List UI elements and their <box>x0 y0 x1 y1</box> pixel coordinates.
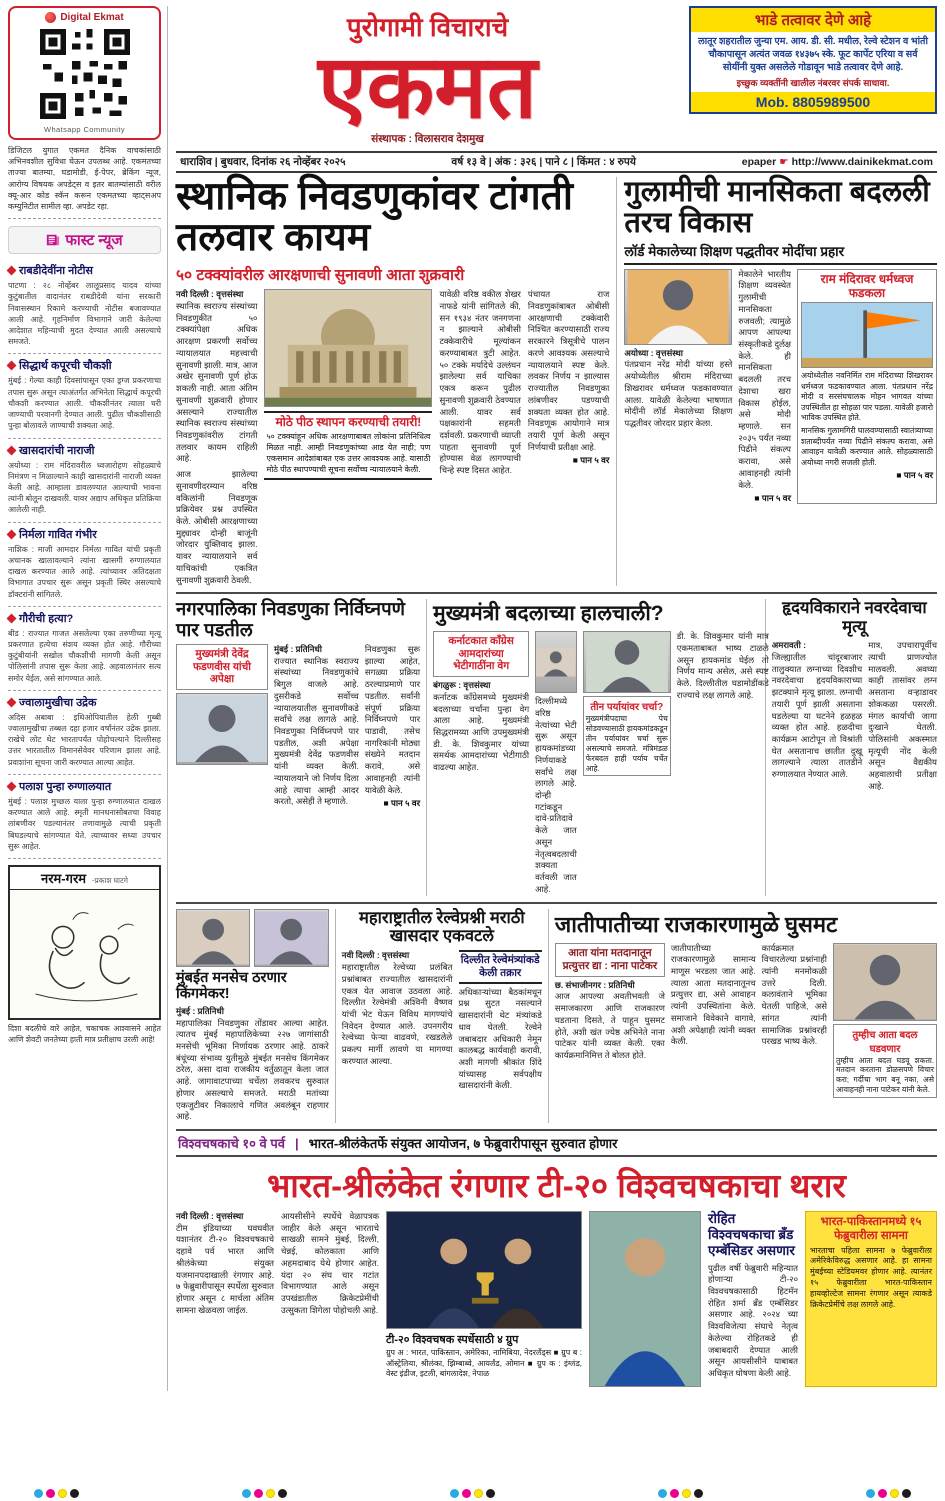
railway-mps-article <box>336 909 549 1124</box>
karnataka-col2: दिल्लीमध्ये वरिष्ठ नेत्यांच्या भेटी सुरू असून हायकमांडच्या निर्णयाकडे सर्वांचे लक्ष लागले आहे. दोन्ही गटांकडून दावे-प्रतिदावे केले जात असून नेतृत्वबदलाची शक्यता वर्तवली जात आहे. <box>535 696 577 894</box>
nana-col1: आज आपल्या अवतीभवती जे समाजकारण आणि राजकारण घडताना दिसते, ते पाहून घुसमट होते, अशी खंत ज्येष्ठ अभिनेते नाना पाटेकर यांनी व्यक्त केली. एका कार्यक्रमानिमित्त ते बोलत होते. <box>554 991 665 1061</box>
railway-headline: महाराष्ट्रातील रेल्वेप्रश्नी मराठी खासदार एकवटले <box>359 908 525 946</box>
railway-dateline: नवी दिल्ली : वृत्तसंस्था <box>341 950 410 961</box>
ad-title: भाडे तत्वावर देणे आहे <box>691 8 935 32</box>
fast-news-item-title: सिद्धार्थ कपूरची चौकशी <box>19 360 112 373</box>
classified-ad-box <box>689 6 937 114</box>
shivakumar-photo <box>583 631 671 693</box>
mns-dateline: मुंबई : प्रतिनिधी <box>176 1005 224 1016</box>
nana-patekar-photo <box>833 943 937 1021</box>
lead-col3: यावेळी वरिष्ठ वकील शेखर नाफडे यांनी सांगितले की, सन १९३४ नंतर जनगणना न झाल्याने ओबीसी टक्केवारीचे मूल्यांकन करण्याबाबत त्रुटी आहेत. ५० टक्के मर्यादेचे उल्लंघन झालेल्या सर्व याचिका एकत्र करून पुढील सुनावणी शुक्रवारी ठेवण्यात आली. यावर सर्व पक्षकारांनी सहमती दर्शवली. प्रकरणाची व्याप्ती पाहता सुनावणी पूर्ण होण्यास वेळ लागण्याची चिन्हे स्पष्ट दिसत आहेत. <box>439 289 521 476</box>
fadnavis-photo <box>176 693 268 765</box>
banner-separator: | <box>295 1135 299 1151</box>
uddhav-thackeray-photo <box>176 909 250 967</box>
modi-photo <box>624 269 732 345</box>
india-pak-title: भारत-पाकिस्तानमध्ये १५ फेब्रुवारीला सामना <box>820 1216 922 1242</box>
nana-quote-box <box>833 1024 937 1098</box>
raj-thackeray-photo <box>254 909 328 967</box>
jump-to-page: ■ पान ५ वर <box>383 798 421 809</box>
qr-box-header <box>15 12 154 23</box>
fast-news-item-title: गौरीची हत्या? <box>19 612 74 625</box>
ad-body: लातूर शहरातील जुन्या एम. आय. डी. सी. मधील, रेल्वे स्टेशन व भांती चौकापासून अत्यंत जवळ १४३७५ स्के. फूट कार्पेट एरिया व सर्व सोयींनी युक्त असलेले गोडावून भाडे तत्वावर देणे आहे. <box>698 36 928 73</box>
lead-col4: पंचायत राज निवडणुकांबाबत ओबीसी आरक्षणाची टक्केवारी निश्चित करण्यासाठी राज्य सरकारने त्रिसूत्रीचे पालन करणे आवश्यक असल्याचे न्यायालयाने स्पष्ट केले. लवकर निर्णय न झाल्यास राज्यातील निवडणुका लांबणीवर पडण्याची शक्यता व्यक्त होत आहे. निवडणूक आयोगाने मात्र तयारी पूर्ण केली असून निर्णयाची प्रतीक्षा आहे. <box>527 289 610 452</box>
qr-code-image <box>37 26 133 122</box>
pin-icon <box>7 697 17 707</box>
big-bench-box <box>264 411 432 480</box>
masthead-row <box>176 6 937 146</box>
main-area <box>168 6 937 1391</box>
pin-icon <box>7 781 17 791</box>
sports-dateline: नवी दिल्ली : वृत्तसंस्था <box>176 1211 244 1222</box>
fast-news-item-title: पलाश पुन्हा रुग्णालयात <box>19 780 112 793</box>
rohit-story-body: पुढील वर्षी फेब्रुवारी महिन्यात होणाऱ्या टी-२० विश्वचषकासाठी हिटमॅन रोहित शर्मा ब्रँड एम्बॅसिडर असणार आहे. २०२४ च्या विश्वविजेत्या संघाचे नेतृत्व केलेल्या रोहितकडे ही जबाबदारी देण्यात आली असून आयसीसीने याबाबत अधिकृत घोषणा केली आहे. <box>708 1262 798 1379</box>
ram-mandir-body: अयोध्येतील नवनिर्मित राम मंदिराच्या शिखरावर धर्मध्वज फडकावण्यात आला. पंतप्रधान नरेंद्र मोदी व सरसंघचालक मोहन भागवत यांच्या उपस्थितीत हा सोहळा पार पडला. यावेळी हजारो भाविक उपस्थित होते. <box>800 371 933 423</box>
pin-icon <box>7 445 17 455</box>
karnataka-headline: मुख्यमंत्री बदलाच्या हालचाली? <box>433 602 664 626</box>
digital-ekmat-qr-box <box>8 6 161 140</box>
fast-news-item-title: राबडीदेवींना नोटीस <box>19 265 93 278</box>
lead-col1b: आज झालेल्या सुनावणीदरम्यान वरिष्ठ वकिलांनी निवडणूक प्रक्रियेवर प्रश्न उपस्थित केले. ओबीसी आरक्षणाच्या मुद्द्यावर दोन्ही बाजूंनी जोरदार युक्तिवाद झाला. यावर न्यायालयाने सर्व याचिकांची एकत्रित सुनावणी शुक्रवारी ठेवली. <box>176 469 258 585</box>
pin-icon <box>7 266 17 276</box>
modi-slavery-article <box>617 177 937 586</box>
groom-col2: मात्र, उपचारापूर्वीच त्याची प्राणज्योत मालवली. अवघ्या काही तासांवर लग्न असताना वऱ्हाडावर शोककळा पसरली. मंगल कार्याची जागा दुःखाने घेतली. पोलिसांनी अकस्मात मृत्यूची नोंद केली असून वैद्यकीय अहवालाची प्रतीक्षा आहे. <box>868 640 937 791</box>
pointer-icon: ☛ <box>779 156 789 169</box>
sports-col1: टीम इंडियाच्या घवघवीत यशानंतर टी-२० विश्वचषकाचे दहावे पर्व भारत आणि श्रीलंकेच्या संयुक्त यजमानपदाखाली रंगणार आहे. ७ फेब्रुवारीपासून स्पर्धेला सुरुवात होणार असून ८ मार्चला अंतिम सामना खेळवला जाईल. <box>176 1222 274 1315</box>
cartoon-box <box>8 865 161 1020</box>
railway-col1: महाराष्ट्रातील रेल्वेच्या प्रलंबित प्रश्नांबाबत राज्यातील खासदारांनी एकत्र येत आवाज उठवला आहे. दिल्लीत रेल्वेमंत्री अश्विनी वैष्णव यांची भेट घेऊन विविध मागण्यांचे निवेदन देण्यात आले. उपनगरीय रेल्वेच्या फेऱ्या वाढवणे, रखडलेले प्रकल्प मार्गी लावणे या मागण्या करण्यात आल्या. <box>341 962 453 1066</box>
nagarpalika-kicker: मुख्यमंत्री देवेंद्र फडणवीस यांची अपेक्षा <box>176 644 268 690</box>
karnataka-col3: डी. के. शिवकुमार यांनी मात्र एकमताबाबत भाष्य टाळले असून हायकमांड घेईल तो निर्णय मान्य असेल, असे स्पष्ट केले. दिल्लीतील घडामोडींकडे राज्याचे लक्ष लागले आहे. <box>676 631 769 700</box>
fast-news-item <box>8 691 161 775</box>
nagarpalika-dateline: मुंबई : प्रतिनिधी <box>274 643 322 654</box>
big-bench-box-body: ५० टक्क्यांहून अधिक आरक्षणाबाबत लोकांना प्रतिनिधित्व मिळत नाही. आम्ही निवडणुकांच्या आड येत नाही; पण एकसमान आदेशांबाबत एक उत्तर आवश्यक आहे. यासाठी मोठे पीठ स्थापण्याची सूचना सर्वोच्च न्यायालयाने केली. <box>266 432 431 474</box>
india-pak-match-box <box>805 1211 937 1387</box>
nana-quote-title: तुम्हीच आता बदल घडवणार <box>852 1029 918 1055</box>
masthead-tagline: पुरोगामी विचाराचे <box>346 12 509 42</box>
nana-kicker: आता यांना मतदानातून प्रत्युत्तर द्या : नाना पाटेकर <box>555 943 665 977</box>
pin-icon <box>7 613 17 623</box>
fast-news-title-label: फास्ट न्यूज <box>65 232 123 250</box>
karnataka-kicker: कर्नाटकात काँग्रेस आमदारांच्या भेटीगाठींना वेग <box>433 631 529 677</box>
sports-section <box>176 1131 937 1391</box>
ad-mobile-number: Mob. 8805989500 <box>691 92 935 112</box>
jump-to-page: ■ पान ५ वर <box>572 455 610 466</box>
fast-news-item-body: नाशिक : माजी आमदार निर्मला गावित यांची प्रकृती अचानक खालावल्याने त्यांना खासगी रुग्णालयात दाखल करण्यात आले आहे. त्यांच्यावर अतिदक्षता विभागात उपचार सुरू असून प्रकृती स्थिर असल्याचे डॉक्टरांनी सांगितले. <box>8 544 161 599</box>
banner-edition-label: विश्वचषकाचे १० वे पर्व <box>178 1136 286 1152</box>
mns-body: महापालिका निवडणुका तोंडावर आल्या आहेत. त्यातच मुंबई महापालिकेच्या २२७ जागांसाठी मनसेची भूमिका निर्णायक ठरणार आहे. ठाकरे बंधूंच्या संभाव्य युतीमुळे मुंबईत मनसेच किंगमेकर ठरेल, असा दावा राजकीय वर्तुळातून केला जात आहे. जागावाटपाच्या चर्चेला लवकरच सुरुवात होणार असल्याचे समजते. मराठी मतांच्या एकजुटीवर निकालाचे गणित अवलंबून राहणार आहे. <box>176 1017 329 1122</box>
ekmat-logo-icon <box>45 12 56 23</box>
masthead-title: एकमत <box>317 37 538 136</box>
masthead <box>176 6 679 146</box>
dateline-city-date: धाराशिव | बुधवार, दिनांक २६ नोव्हेंबर २०२५ <box>180 156 346 169</box>
nagarpalika-col2: निवडणुका सुरू झाल्या आहेत, सगळ्या प्रक्रिया ठरल्याप्रमाणे पार पडतील. सर्वांनी संपूर्ण प्रक्रिया निर्विघ्नपणे पार पाडावी, तसेच नागरिकांनी मोठ्या संख्येने मतदान करावे, असे आवाहनही त्यांनी यावेळी केले. <box>364 643 421 795</box>
qr-sub-label: Whatsapp Community <box>44 125 125 134</box>
top-stories-row <box>176 173 937 594</box>
worldcup-banner <box>176 1131 937 1157</box>
epaper-label: epaper <box>741 156 777 169</box>
fast-news-item-title: निर्मला गावित गंभीर <box>19 528 97 541</box>
fast-news-item-body: मुंबई : गेल्या काही दिवसांपासून एका ड्रग्ज प्रकरणाचा तपास सुरू असून त्याअंतर्गत अभिनेता सिद्धार्थ कपूरची चौकशी करण्यात आली. चौकशीनंतर त्याला घरी जाण्याची परवानगी देण्यात आली. पुढील चौकशीसाठी पुन्हा बोलावले जाण्याची शक्यता आहे. <box>8 376 161 431</box>
cmyk-dots <box>658 1489 703 1498</box>
masthead-founder: संस्थापक : विलासराव देशमुख <box>371 133 484 146</box>
banner-hosting-label: भारत-श्रीलंकेतर्फे संयुक्त आयोजन, ७ फेब्रुवारीपासून सुरुवात होणार <box>308 1136 618 1152</box>
fast-news-item <box>8 354 161 438</box>
railway-col2: अधिकाऱ्यांच्या बैठकांमधून प्रश्न सुटत नसल्याने खासदारांनी थेट मंत्र्यांकडे धाव घेतली. रेल्वेने जबाबदार अधिकारी नेमून कालबद्ध कार्यवाही करावी, अशी मागणी श्रीकांत शिंदे यांच्यासह सर्वपक्षीय खासदारांनी केली. <box>458 986 542 1091</box>
ram-mandir-flag-photo <box>801 302 933 368</box>
fast-news-item-body: पाटणा : २८ नोव्हेंबर लालूप्रसाद यादव यांच्या कुटुंबातील वादानंतर राबडीदेवी यांना सरकारी निवासस्थान रिकामे करण्याची नोटीस बजावण्यात आली आहे. गृहनिर्माण विभागाने जारी केलेल्या आदेशात महिन्याची मुदत देण्यात आली असल्याचे समजते. <box>8 281 161 347</box>
mns-headline: मुंबईत मनसेच ठरणार किंगमेकर! <box>176 969 287 1003</box>
print-registration-marks <box>0 1489 945 1498</box>
lead-col1: स्थानिक स्वराज्य संस्थांच्या निवडणुकीत ५० टक्क्यांपेक्षा अधिक आरक्षण प्रकरणी सर्वोच्च न्यायालयात महत्त्वाची सुनावणी झाली. मात्र, आज अखेर सुनावणी पूर्ण होऊ शकली नाही. आता अंतिम सुनावणी शुक्रवारी होणार असल्याने राज्यातील स्थानिक स्वराज्य संस्थांच्या निवडणुकांवरील टांगती तलवार कायम राहिली आहे. <box>176 301 258 464</box>
pin-icon <box>7 361 17 371</box>
epaper-url[interactable]: http://www.dainikekmat.com <box>791 156 933 169</box>
ram-mandir-body2: मानसिक गुलामगिरी घालवण्यासाठी स्वातंत्र्याच्या शताब्दीपर्यंत नव्या पिढीने संकल्प करावा, असे आवाहन यावेळी करण्यात आले. सोहळ्यासाठी अयोध्या नगरी सजली होती. <box>800 426 933 467</box>
slavery-dateline: अयोध्या : वृत्तसंस्था <box>624 347 683 358</box>
groom-headline: हृदयविकाराने नवरदेवाचा मृत्यू <box>782 599 927 636</box>
karnataka-cm-article <box>427 599 769 895</box>
fast-news-item <box>8 607 161 691</box>
supreme-court-photo <box>264 289 432 407</box>
fast-news-item-title: ज्वालामुखीचा उद्रेक <box>19 696 97 709</box>
karnataka-col1: कर्नाटक काँग्रेसमध्ये मुख्यमंत्री बदलाच्या चर्चांना पुन्हा वेग आला आहे. मुख्यमंत्री सिद्धरामय्या आणि उपमुख्यमंत्री डी. के. शिवकुमार यांच्या समर्थक आमदारांच्या भेटीगाठी वाढल्या आहेत. <box>433 691 530 773</box>
groom-col1: जिल्ह्यातील चांदूरबाजार तालुक्यात लग्नाच्या दिवशीच नवरदेवाचा हृदयविकाराच्या झटक्याने मृत्यू झाला. लग्नाची तयारी पूर्ण झाली असताना घडलेल्या या घटनेने हळहळ व्यक्त होत आहे. हळदीचा कार्यक्रम आटोपून तो विश्रांती घेत असतानाच छातीत दुखू लागल्याने त्याला तातडीने रुग्णालयात नेण्यात आले. <box>771 651 863 780</box>
trophy-ceremony-photo <box>386 1211 582 1329</box>
epaper-link[interactable] <box>742 156 933 168</box>
middle-stories-row <box>176 594 937 903</box>
cartoon-title: नरम-गरम <box>40 871 87 886</box>
lead-kicker: ५० टक्क्यांवरील आरक्षणाची सुनावणी आता शुक्रवारी <box>176 267 465 285</box>
qr-brand-label: Digital Ekmat <box>60 12 124 23</box>
nana-dateline: छ. संभाजीनगर : प्रतिनिधी <box>554 979 635 990</box>
cmyk-dots <box>450 1489 495 1498</box>
fast-news-item <box>8 259 161 354</box>
fast-news-item-body: बीड : राज्यात गाजत असलेल्या एका तरुणीच्या मृत्यू प्रकरणात हत्येचा संशय व्यक्त होत आहे. गौरीच्या कुटुंबीयांनी सखोल चौकशीची मागणी केली असून पोलिसांनी तपास सुरू केला आहे. अहवालानंतर सत्य समोर येईल, असे सांगण्यात आले. <box>8 628 161 683</box>
india-pak-body: भारताचा पहिला सामना ७ फेब्रुवारीला अमेरिकेविरुद्ध असणार आहे. हा सामना मुंबईच्या स्टेडियमवर होणार आहे. त्यानंतर १५ फेब्रुवारीला भारत-पाकिस्तान हायव्होल्टेज सामना रंगणार असून त्याकडे क्रिकेटप्रेमींचे लक्ष लागले आहे. <box>810 1245 932 1309</box>
groom-dateline: अमरावती : <box>771 640 806 651</box>
news-icon <box>46 233 60 247</box>
pin-icon <box>7 529 17 539</box>
groom-death-article <box>766 599 937 895</box>
jump-to-page: ■ पान ५ वर <box>896 470 933 481</box>
three-options-box <box>583 696 671 776</box>
sports-col2: आयसीसीने स्पर्धेचे वेळापत्रक जाहीर केले असून भारताचे साखळी सामने मुंबई, दिल्ली, चेन्नई, कोलकाता आणि अहमदाबाद येथे होणार आहेत. यंदा २० संघ चार गटांत विभागण्यात आले असून उपखंडातील क्रिकेटप्रेमींची उत्सुकता शिगेला पोहोचली आहे. <box>281 1211 379 1315</box>
jump-to-page: ■ पान ५ वर <box>754 493 791 504</box>
ram-mandir-box <box>797 269 937 505</box>
sports-headline: भारत-श्रीलंकेत रंगणार टी-२० विश्वचषकाचा थरार <box>267 1167 846 1205</box>
slavery-kicker: लॉर्ड मेकालेच्या शिक्षण पद्धतीवर मोदींचा प्रहार <box>624 239 937 265</box>
dateline-issue-info: वर्ष १३ वे | अंक : ३२६ | पाने ८ | किंमत : ४ रुपये <box>451 156 636 169</box>
cmyk-dots <box>34 1489 79 1498</box>
lead-headline: स्थानिक निवडणुकांवर टांगती तलवार कायम <box>176 175 574 259</box>
ram-mandir-title: राम मंदिरावर धर्मध्वज फडकला <box>820 271 914 300</box>
cartoon-drawing <box>10 890 159 1018</box>
mns-kingmaker-article <box>176 909 336 1124</box>
qr-note-text: डिजिटल युगात एकमत दैनिक वाचकांसाठी अभिनवशील सुविधा घेऊन उपलब्ध आहे. एकमतच्या ताज्या बातम्या, घडामोडी, ई-पेपर, ब्रेकिंग न्यूज, आरोग्य विषयक अपडेट्स व इतर बातम्यांसाठी वरील क्यू-आर कोड स्कॅन करून एकमतच्या व्हाट्सअप कम्युनिटीत सामील व्हा. अपडेट रहा. <box>8 145 161 219</box>
fast-news-item-body: मुंबई : पलाश मुच्छल याला पुन्हा रुग्णालयात दाखल करण्यात आले आहे. स्मृती मानधनासोबतचा विवाह लांबणीवर पडल्यानंतर तणावामुळे त्याची प्रकृती बिघडल्याचे सांगण्यात येते. त्याच्यावर सध्या उपचार सुरू आहेत. <box>8 796 161 851</box>
fast-news-item <box>8 523 161 607</box>
three-options-title: तीन पर्यायांवर चर्चा? <box>590 702 664 714</box>
nagarpalika-col1: राज्यात स्थानिक स्वराज्य संस्थांच्या निवडणुकांचे बिगुल वाजले आहे. दुसरीकडे सर्वोच्च न्यायालयातील सुनावणीकडे सर्वांचे लक्ष लागले आहे. निवडणुका निर्विघ्नपणे पार पडतील, अशी अपेक्षा मुख्यमंत्री देवेंद्र फडणवीस यांनी व्यक्त केली. न्यायालयाने जो निर्णय दिला आहे त्याचा आम्ही आदर करतो, असेही ते म्हणाले. <box>274 655 359 807</box>
fast-news-item <box>8 775 161 859</box>
karnataka-dateline: बंगळुरू : वृत्तसंस्था <box>433 680 491 691</box>
nana-headline: जातीपातीच्या राजकारणामुळे घुसमट <box>554 911 838 937</box>
lead-dateline: नवी दिल्ली : वृत्तसंस्था <box>176 289 244 300</box>
slavery-col2: मेकालेने भारतीय शिक्षण व्यवस्थेत गुलामीची मानसिकता रुजवली; त्यामुळे आपण आपल्या संस्कृतीकडे दुर्लक्ष केले. ही मानसिकता बदलली तरच देशाचा खरा विकास होईल, असे मोदी म्हणाले. सन २०३५ पर्यंत नव्या पिढीने संकल्प करावा, असे आवाहनही त्यांनी केले. <box>738 268 791 490</box>
fast-news-item-title: खासदारांची नाराजी <box>19 444 95 457</box>
railway-complaint-title: दिल्लीत रेल्वेमंत्र्यांकडे केली तक्रार <box>460 954 540 980</box>
fast-news-header <box>8 226 161 254</box>
left-rail <box>8 6 168 1391</box>
cartoon-credit: -प्रकाश घाटगे <box>92 876 128 885</box>
nana-quote-body: तुम्हीच आता बदल घडवू शकता. मतदान करताना डोळसपणे विचार करा; गर्दीचा भाग बनू नका, असे आवाहनही नाना पाटेकर यांनी केले. <box>835 1055 934 1095</box>
siddaramaiah-photo <box>535 631 577 693</box>
groups-caption-body: ग्रुप अ : भारत, पाकिस्तान, अमेरिका, नामिबिया, नेदरलँड्स ■ ग्रुप ब : ऑस्ट्रेलिया, श्रीलंका, झिम्बाब्वे, आयर्लंड, ओमान ■ ग्रुप क : इंग्लंड, वेस्ट इंडीज, इटली, बांगलादेश, नेपाळ <box>386 1348 582 1379</box>
lower-stories-row <box>176 904 937 1132</box>
nana-col2: जातीपातीच्या राजकारणामुळे सामान्य माणूस भरडला जात आहे. त्याला आता मतदानातूनच प्रत्युत्तर द्या, असे आवाहन त्यांनी उपस्थितांना केले. समाजाने विवेकाने वागावे, अशी अपेक्षाही त्यांनी व्यक्त केली. <box>670 942 756 1047</box>
three-options-body: मुख्यमंत्रीपदाचा पेच सोडवण्यासाठी हायकमांडकडून तीन पर्यायांवर चर्चा सुरू असल्याचे समजते. मंत्रिमंडळ फेरबदल हाही पर्याय चर्चेत आहे. <box>585 714 668 773</box>
rohit-story-title: रोहित विश्वचषकाचा ब्रँड एम्बॅसिडर असणार <box>708 1211 795 1259</box>
big-bench-box-title: मोठे पीठ स्थापन करण्याची तयारी! <box>275 415 422 430</box>
slavery-headline: गुलामीची मानसिकता बदलली तरच विकास <box>624 176 930 239</box>
lead-article <box>176 177 617 586</box>
fast-news-item-body: अदिस अबाबा : इथिओपियातील हेली गुब्बी ज्वालामुखीचा तब्बल दहा हजार वर्षांनंतर उद्रेक झाला. राखेचे लोट थेट भारतापर्यंत पोहोचल्याने दिल्लीसह उत्तर भारतातील विमानसेवेवर परिणाम झाला आहे. प्रवाशांना सूचना जारी करण्यात आल्या आहेत. <box>8 712 161 767</box>
nagarpalika-headline: नगरपालिका निवडणुका निर्विघ्नपणे पार पडतील <box>176 598 405 640</box>
groups-caption-title: टी-२० विश्वचषक स्पर्धेसाठी ४ ग्रुप <box>386 1334 519 1347</box>
railway-complaint-box <box>459 950 542 983</box>
ad-contact-note: इच्छुक व्यक्तींनी खालील नंबरवर संपर्क साधावा. <box>736 78 890 89</box>
dateline-bar <box>176 151 937 173</box>
fast-news-item-body: अयोध्या : राम मंदिरावरील ध्वजारोहण सोहळ्याचे निमंत्रण न मिळाल्याने काही खासदारांनी नाराजी व्यक्त केली आहे. आम्हाला डावलण्यात आल्याची भावना त्यांनी बोलून दाखवली. यावर अद्याप अधिकृत प्रतिक्रिया आलेली नाही. <box>8 460 161 515</box>
nana-patekar-article <box>549 909 937 1124</box>
cartoon-caption: दिशा बदलीचे वारे आहेत, चकाचक आश्वासने आहेत आणि शेवटी जनतेच्या हाती मात्र प्रतीक्षाच उरली आहे! <box>8 1024 161 1044</box>
nana-col3: कार्यक्रमात विचारलेल्या प्रश्नांनाही त्यांनी मनमोकळी उत्तरे दिली. कलावंताने भूमिका घेतली पाहिजे, असे सांगत त्यांनी सामाजिक प्रश्नांवरही परखड भाष्य केले. <box>761 942 827 1047</box>
cmyk-dots <box>242 1489 287 1498</box>
rohit-sharma-photo <box>589 1211 701 1387</box>
fast-news-item <box>8 439 161 523</box>
nagarpalika-article <box>176 599 427 895</box>
slavery-col1: पंतप्रधान नरेंद्र मोदी यांच्या हस्ते अयोध्येतील श्रीराम मंदिराच्या शिखरावर धर्मध्वज फडकावण्यात आला. यावेळी केलेल्या भाषणात मोदींनी लॉर्ड मेकालेच्या शिक्षण पद्धतीवर जोरदार प्रहार केला. <box>624 359 733 429</box>
cmyk-dots <box>866 1489 911 1498</box>
